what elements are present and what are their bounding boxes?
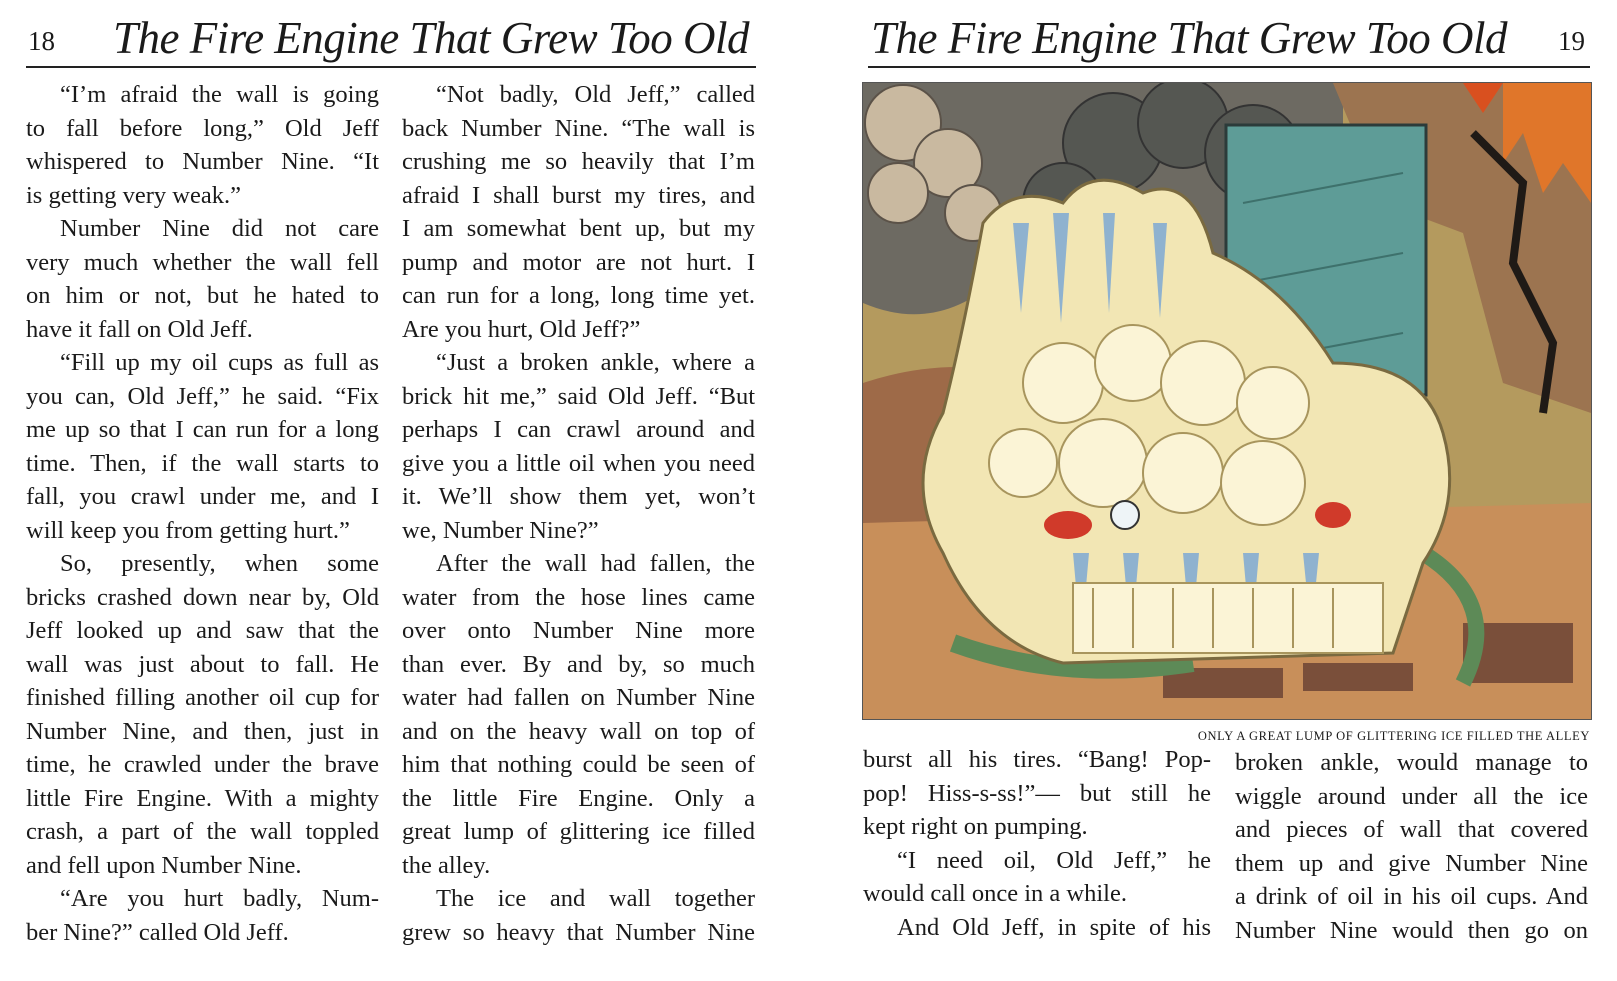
text-line: crash, a part of the wall toppled: [26, 818, 379, 845]
text-line: afraid I shall burst my tires, and: [402, 181, 755, 209]
text-line: I am somewhat bent up, but my: [402, 215, 755, 242]
page-number: 19: [1558, 26, 1585, 56]
text-line: have it fall on Old Jeff.: [26, 315, 253, 343]
text-line: give you a little oil when you need: [402, 449, 755, 477]
text-line: time, he crawled under the brave: [26, 751, 379, 778]
illustration-ice-lump: [862, 82, 1592, 720]
text-line: finished filling another oil cup for: [26, 684, 379, 711]
text-line: perhaps I can crawl around and: [402, 416, 755, 443]
text-line: “Are you hurt badly, Num-: [60, 885, 379, 912]
text-line: me up so that I can run for a long: [26, 416, 379, 443]
text-line: “I’m afraid the wall is going: [60, 81, 379, 108]
text-line: Are you hurt, Old Jeff?”: [402, 315, 641, 343]
header-rule: [868, 66, 1590, 68]
text-line: can run for a long, long time yet.: [402, 282, 755, 309]
text-line: bricks crashed down near by, Old: [26, 583, 379, 611]
page-number: 18: [28, 26, 55, 56]
text-line: So, presently, when some: [60, 550, 379, 577]
text-line: than ever. By and by, so much: [402, 650, 755, 678]
text-line: water from the hose lines came: [402, 583, 755, 611]
text-line: fall, you crawl under me, and I: [26, 483, 379, 510]
text-line: wall was just about to fall. He: [26, 650, 379, 678]
text-line: Number Nine, and then, just in: [26, 717, 379, 745]
text-line: will keep you from getting hurt.”: [26, 516, 350, 544]
text-line: The ice and wall together: [436, 885, 755, 912]
text-line: pop! Hiss-s-ss!”— but still he: [863, 779, 1211, 807]
text-line: grew so heavy that Number Nine: [402, 918, 755, 946]
text-line: “I need oil, Old Jeff,” he: [897, 846, 1211, 874]
text-line: we, Number Nine?”: [402, 516, 599, 544]
running-title: The Fire Engine That Grew Too Old: [871, 13, 1508, 63]
text-line: you can, Old Jeff,” he said. “Fix: [26, 382, 379, 410]
text-line: and on the heavy wall on top of: [402, 717, 755, 745]
text-line: “Not badly, Old Jeff,” called: [436, 81, 755, 108]
text-line: “Fill up my oil cups as full as: [60, 349, 379, 376]
text-line: him that nothing could be seen of: [402, 751, 755, 778]
text-line: great lump of glittering ice filled: [402, 818, 755, 845]
text-line: “Just a broken ankle, where a: [436, 349, 755, 376]
text-line: whispered to Number Nine. “It: [26, 148, 379, 175]
text-line: the little Fire Engine. Only a: [402, 784, 755, 812]
text-line: wiggle around under all the ice: [1235, 782, 1588, 810]
text-line: on him or not, but he hated to: [26, 282, 379, 309]
text-line: crushing me so heavily that I’m: [402, 148, 755, 175]
text-line: it. We’ll show them yet, won’t: [402, 483, 755, 510]
text-line: over onto Number Nine more: [402, 617, 755, 644]
text-line: broken ankle, would manage to: [1235, 749, 1588, 776]
text-line: is getting very weak.”: [26, 181, 241, 209]
header-rule: [26, 66, 756, 68]
text-line: and pieces of wall that covered: [1235, 816, 1588, 844]
text-line: little Fire Engine. With a mighty: [26, 784, 379, 812]
illustration-caption: ONLY A GREAT LUMP OF GLITTERING ICE FILLED THE ALLEY: [1197, 729, 1590, 743]
text-line: and fell upon Number Nine.: [26, 851, 302, 879]
text-line: ber Nine?” called Old Jeff.: [26, 918, 289, 946]
text-line: Number Nine did not care: [60, 215, 379, 242]
text-line: back Number Nine. “The wall is: [402, 114, 755, 142]
text-line: Number Nine would then go on: [1235, 917, 1588, 944]
text-line: to fall before long,” Old Jeff: [26, 114, 379, 142]
text-line: brick hit me,” said Old Jeff. “But: [402, 382, 755, 410]
text-line: After the wall had fallen, the: [436, 550, 755, 577]
text-line: would call once in a while.: [863, 880, 1127, 908]
text-line: very much whether the wall fell: [26, 248, 379, 276]
text-line: kept right on pumping.: [863, 813, 1088, 841]
text-line: time. Then, if the wall starts to: [26, 449, 379, 477]
running-title: The Fire Engine That Grew Too Old: [113, 13, 750, 63]
text-line: water had fallen on Number Nine: [402, 684, 755, 711]
text-line: pump and motor are not hurt. I: [402, 248, 755, 276]
text-line: them up and give Number Nine: [1235, 849, 1588, 877]
text-line: burst all his tires. “Bang! Pop-: [863, 746, 1211, 773]
text-line: And Old Jeff, in spite of his: [897, 914, 1211, 941]
text-line: Jeff looked up and saw that the: [26, 617, 379, 644]
text-line: the alley.: [402, 851, 491, 879]
text-line: a drink of oil in his oil cups. And: [1235, 883, 1588, 911]
